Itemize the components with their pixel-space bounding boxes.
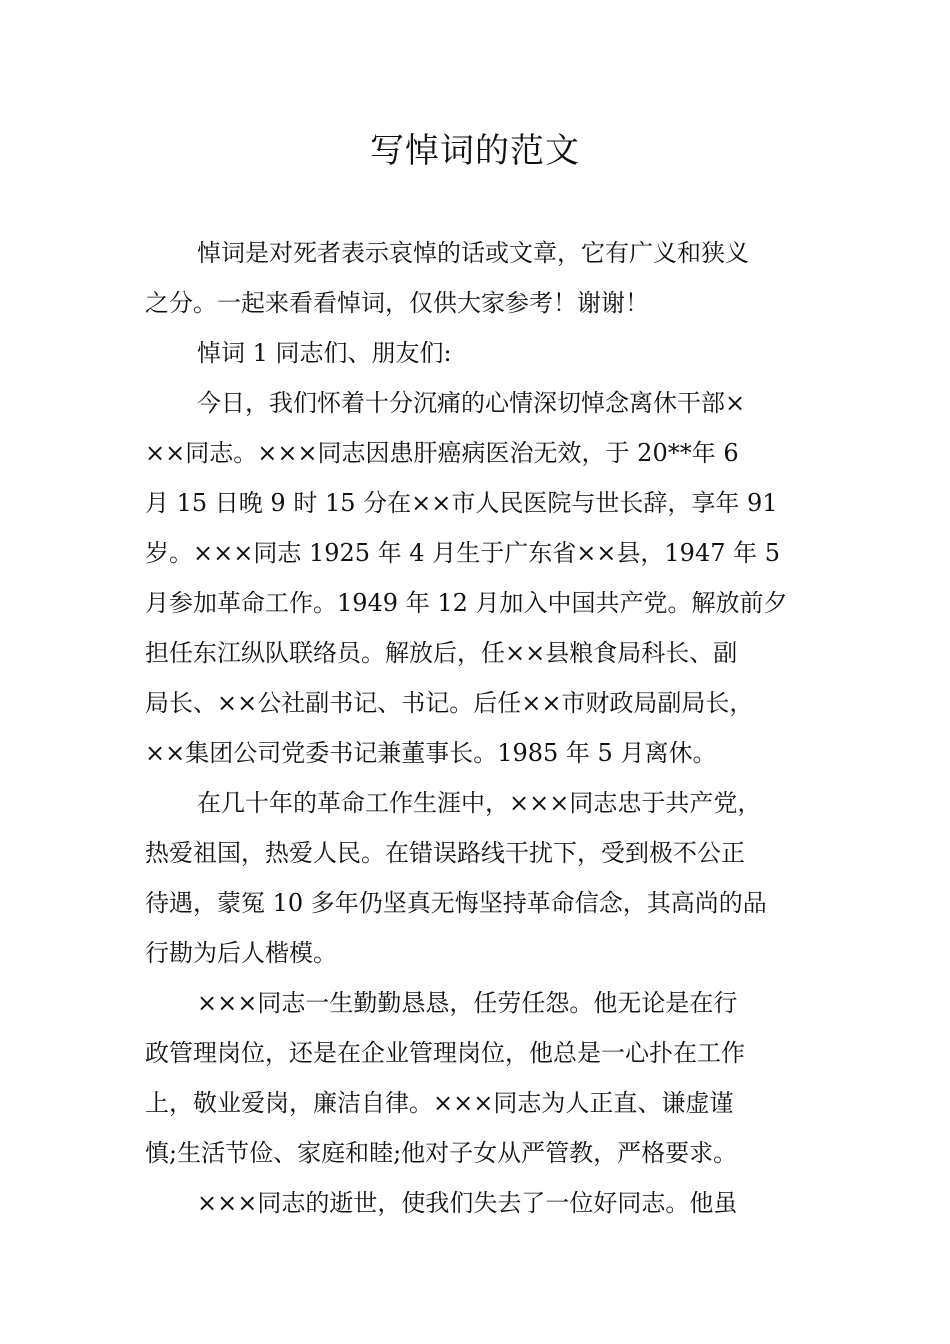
paragraph-biography [145, 378, 815, 778]
paragraph-loyalty [145, 778, 815, 978]
text-line: 在几十年的革命工作生涯中，×××同志忠于共产党， [197, 789, 762, 817]
text-line: 热爱祖国，热爱人民。在错误路线干扰下，受到极不公正 [145, 839, 745, 867]
text-line: 悼词是对死者表示哀悼的话或文章，它有广义和狭义 [197, 239, 749, 267]
paragraph-passing [145, 1178, 815, 1228]
text-line: 岁。×××同志 1925 年 4 月生于广东省××县，1947 年 5 [145, 539, 781, 567]
paragraph-intro [145, 228, 815, 328]
text-line: 行勘为后人楷模。 [145, 939, 337, 967]
paragraph-salutation [145, 328, 815, 378]
text-line: ××同志。×××同志因患肝癌病医治无效，于 20**年 6 [145, 439, 739, 467]
text-line: 局长、××公社副书记、书记。后任××市财政局副局长， [145, 689, 754, 717]
text-line: 今日，我们怀着十分沉痛的心情深切悼念离休干部× [197, 389, 746, 417]
paragraph-diligence [145, 978, 815, 1178]
text-line: 月参加革命工作。1949 年 12 月加入中国共产党。解放前夕 [145, 589, 788, 617]
text-line: ××集团公司党委书记兼董事长。1985 年 5 月离休。 [145, 739, 717, 767]
text-line: 月 15 日晚 9 时 15 分在××市人民医院与世长辞，享年 91 [145, 489, 778, 517]
text-line: 慎;生活节俭、家庭和睦;他对子女从严管教，严格要求。 [145, 1139, 738, 1167]
text-line: ×××同志的逝世，使我们失去了一位好同志。他虽 [197, 1189, 738, 1217]
document-body [145, 228, 815, 1228]
text-line: 担任东江纵队联络员。解放后，任××县粮食局科长、副 [145, 639, 738, 667]
text-line: 待遇，蒙冤 10 多年仍坚真无悔坚持革命信念，其高尚的品 [145, 889, 767, 917]
text-line: ×××同志一生勤勤恳恳，任劳任怨。他无论是在行 [197, 989, 738, 1017]
text-line: 之分。一起来看看悼词，仅供大家参考！谢谢！ [145, 289, 649, 317]
text-line: 悼词 1 同志们、朋友们: [197, 339, 452, 367]
text-line: 政管理岗位，还是在企业管理岗位，他总是一心扑在工作 [145, 1039, 745, 1067]
document-title: 写悼词的范文 [370, 131, 580, 171]
text-line: 上，敬业爱岗，廉洁自律。×××同志为人正直、谦虚谨 [145, 1089, 734, 1117]
